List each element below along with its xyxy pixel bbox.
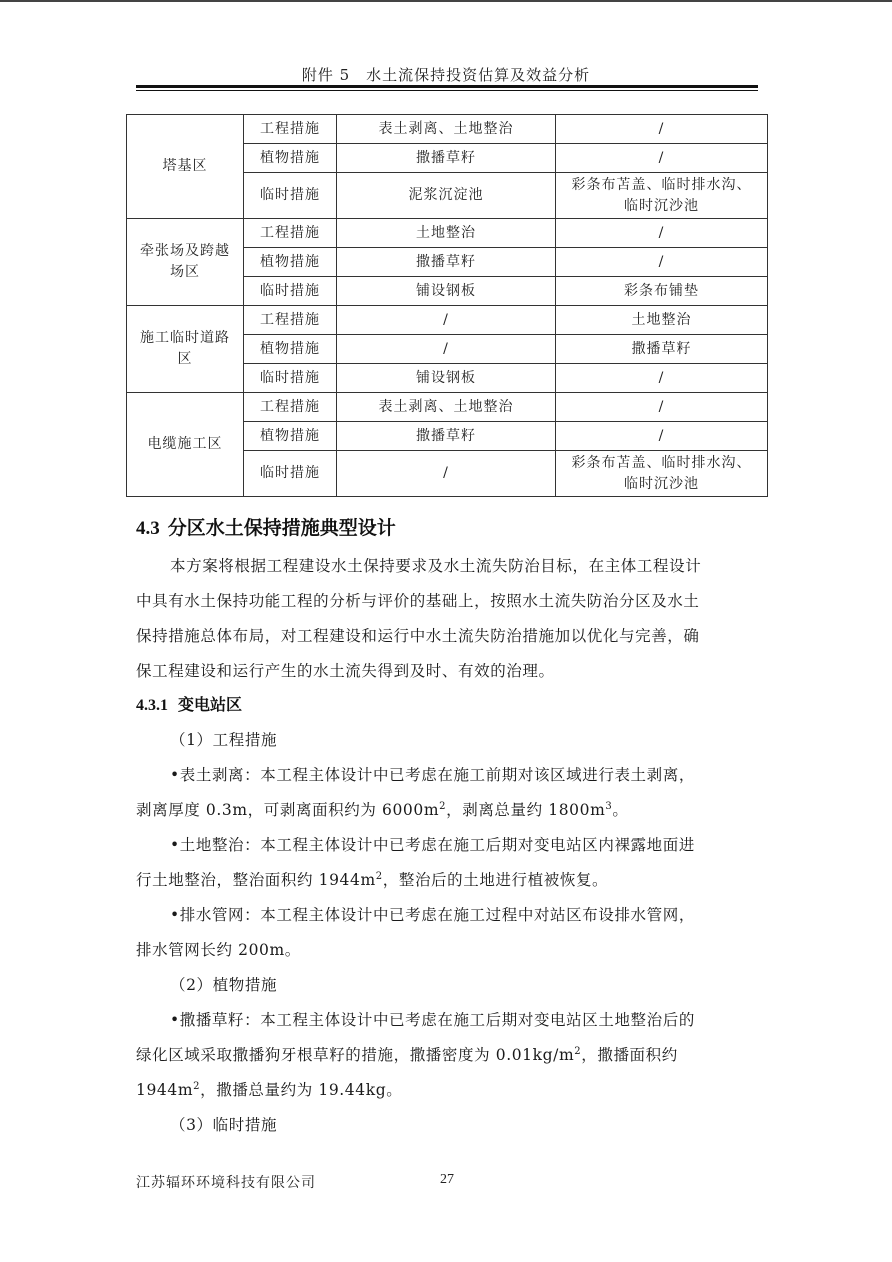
measure-type-cell: 工程措施 [244, 115, 337, 144]
vegetation-measures-heading: （2）植物措施 [170, 976, 278, 994]
zone-cell: 电缆施工区 [127, 393, 244, 497]
page-top-edge [0, 0, 892, 2]
measure-type-cell: 临时措施 [244, 277, 337, 306]
main-design-cell: / [337, 451, 556, 497]
section-title-text: 分区水土保持措施典型设计 [167, 517, 396, 539]
topsoil-stripping-item: •表土剥离：本工程主体设计中已考虑在施工前期对该区域进行表土剥离， [170, 766, 695, 784]
subsection-title-text: 变电站区 [178, 695, 243, 714]
measure-type-cell: 工程措施 [244, 306, 337, 335]
footer-company: 江苏辐环环境科技有限公司 [136, 1175, 316, 1191]
grass-seeding-item: •撒播草籽：本工程主体设计中已考虑在施工后期对变电站区土地整治后的 [170, 1011, 695, 1029]
new-measure-cell: / [556, 219, 768, 248]
land-leveling-item: •土地整治：本工程主体设计中已考虑在施工后期对变电站区内裸露地面进 [170, 836, 695, 854]
main-design-cell: 土地整治 [337, 219, 556, 248]
new-measure-cell: / [556, 144, 768, 173]
main-design-cell: / [337, 335, 556, 364]
main-design-cell: 表土剥离、土地整治 [337, 115, 556, 144]
measure-type-cell: 工程措施 [244, 393, 337, 422]
main-design-cell: 撒播草籽 [337, 422, 556, 451]
drainage-network-item: •排水管网：本工程主体设计中已考虑在施工过程中对站区布设排水管网， [170, 906, 695, 924]
main-design-cell: 铺设钢板 [337, 364, 556, 393]
measure-type-cell: 植物措施 [244, 144, 337, 173]
body-text: （1）工程措施 •表土剥离：本工程主体设计中已考虑在施工前期对该区域进行表土剥离， 剥离厚度 0.3m，可剥离面积约为 $6000m^2$，剥离总量约 $1800m^3$。 •土地整治：本工程主体设计中已考虑在施工后期对变电站区内裸露地面进 行土地整治，整治面积约 $1944m^2$，整治后的土地进行植被恢复。 •排水管网：本工程主体设计中已考虑在施工过程中对站区布设排水管网， 排水管网长约 200m。 （2）植物措施 •撒播草籽：本工程主体设计中已考虑在施工后期对变电站区土地整治后的 绿化区域采取撒播狗牙根草籽的措施，撒播密度为 $0.01kg/m^2$，撒播面积约 $1944m^2$，撒播总量约为 19.44kg。 （3）临时措施 [136, 723, 758, 1143]
measure-type-cell: 工程措施 [244, 219, 337, 248]
new-measure-cell: / [556, 393, 768, 422]
table-row [127, 393, 768, 422]
zone-cell: 牵张场及跨越 场区 [127, 219, 244, 306]
zone-cell: 塔基区 [127, 115, 244, 219]
measure-type-cell: 植物措施 [244, 422, 337, 451]
measure-type-cell: 临时措施 [244, 364, 337, 393]
header-rule-thick [136, 85, 758, 88]
main-design-cell: 铺设钢板 [337, 277, 556, 306]
subsection-number: 4.3.1 [136, 697, 168, 714]
subsection-heading [136, 692, 242, 715]
table-row [127, 219, 768, 248]
table-row [127, 115, 768, 144]
new-measure-cell: 彩条布苫盖、临时排水沟、 临时沉沙池 [556, 173, 768, 219]
main-design-cell: 表土剥离、土地整治 [337, 393, 556, 422]
section-heading [136, 513, 396, 540]
measure-type-cell: 植物措施 [244, 335, 337, 364]
running-header: 附件 5 水土流保持投资估算及效益分析 [301, 66, 591, 84]
table-row [127, 306, 768, 335]
new-measure-cell: 彩条布铺垫 [556, 277, 768, 306]
new-measure-cell: / [556, 422, 768, 451]
new-measure-cell: / [556, 115, 768, 144]
new-measure-cell: 土地整治 [556, 306, 768, 335]
engineering-measures-heading: （1）工程措施 [170, 731, 278, 749]
temporary-measures-heading: （3）临时措施 [170, 1116, 278, 1134]
main-design-cell: 撒播草籽 [337, 248, 556, 277]
main-design-cell: 泥浆沉淀池 [337, 173, 556, 219]
section-number: 4.3 [136, 518, 160, 539]
main-design-cell: 撒播草籽 [337, 144, 556, 173]
new-measure-cell: 撒播草籽 [556, 335, 768, 364]
measure-type-cell: 临时措施 [244, 173, 337, 219]
intro-paragraph: 本方案将根据工程建设水土保持要求及水土流失防治目标，在主体工程设计 中具有水土保持功能工程的分析与评价的基础上，按照水土流失防治分区及水土 保持措施总体布局，对工程建设和运行中水土流失防治措施加以优化与完善，确 保工程建设和运行产生的水土流失得到及时、有效的治理。 [136, 557, 702, 680]
zone-cell: 施工临时道路 区 [127, 306, 244, 393]
main-design-cell: / [337, 306, 556, 335]
measures-table [126, 114, 768, 497]
measure-type-cell: 植物措施 [244, 248, 337, 277]
new-measure-cell: / [556, 248, 768, 277]
new-measure-cell: / [556, 364, 768, 393]
new-measure-cell: 彩条布苫盖、临时排水沟、 临时沉沙池 [556, 451, 768, 497]
header-rule-thin [136, 90, 758, 91]
measure-type-cell: 临时措施 [244, 451, 337, 497]
page-number: 27 [440, 1172, 454, 1187]
